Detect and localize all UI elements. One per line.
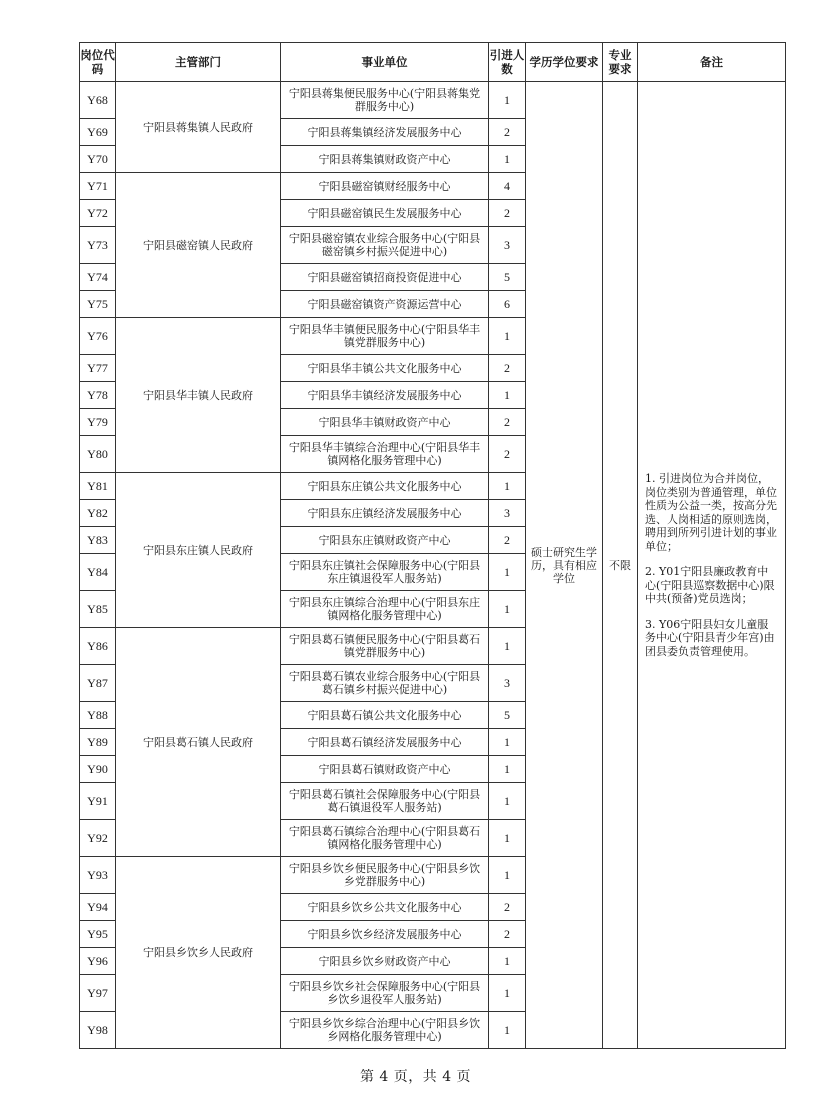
count-cell: 2 xyxy=(489,119,526,146)
count-cell: 1 xyxy=(489,628,526,665)
header-dept: 主管部门 xyxy=(116,43,281,82)
count-cell: 1 xyxy=(489,948,526,975)
unit-cell: 宁阳县葛石镇经济发展服务中心 xyxy=(281,729,489,756)
department-cell: 宁阳县东庄镇人民政府 xyxy=(116,473,281,628)
count-cell: 3 xyxy=(489,665,526,702)
count-cell: 1 xyxy=(489,975,526,1012)
unit-cell: 宁阳县磁窑镇资产资源运营中心 xyxy=(281,291,489,318)
remark-paragraph: 1. 引进岗位为合并岗位，岗位类别为普通管理，单位性质为公益一类，按高分先选、人岗相适的原则选岗，聘用到所列引进计划的事业单位； xyxy=(645,472,777,553)
count-cell: 2 xyxy=(489,355,526,382)
department-cell: 宁阳县磁窑镇人民政府 xyxy=(116,173,281,318)
unit-cell: 宁阳县磁窑镇招商投资促进中心 xyxy=(281,264,489,291)
unit-cell: 宁阳县葛石镇便民服务中心(宁阳县葛石镇党群服务中心) xyxy=(281,628,489,665)
page-footer: 第 4 页，共 4 页 xyxy=(359,1069,472,1085)
count-cell: 1 xyxy=(489,729,526,756)
header-major: 专业要求 xyxy=(603,43,638,82)
department-cell: 宁阳县蒋集镇人民政府 xyxy=(116,82,281,173)
department-cell: 宁阳县葛石镇人民政府 xyxy=(116,628,281,857)
count-cell: 3 xyxy=(489,227,526,264)
unit-cell: 宁阳县葛石镇公共文化服务中心 xyxy=(281,702,489,729)
count-cell: 1 xyxy=(489,82,526,119)
post-code: Y82 xyxy=(80,500,116,527)
unit-cell: 宁阳县华丰镇经济发展服务中心 xyxy=(281,382,489,409)
header-edu: 学历学位要求 xyxy=(526,43,603,82)
unit-cell: 宁阳县东庄镇财政资产中心 xyxy=(281,527,489,554)
count-cell: 1 xyxy=(489,318,526,355)
unit-cell: 宁阳县磁窑镇财经服务中心 xyxy=(281,173,489,200)
unit-cell: 宁阳县蒋集镇财政资产中心 xyxy=(281,146,489,173)
post-code: Y88 xyxy=(80,702,116,729)
post-code: Y77 xyxy=(80,355,116,382)
unit-cell: 宁阳县蒋集便民服务中心(宁阳县蒋集党群服务中心) xyxy=(281,82,489,119)
post-code: Y85 xyxy=(80,591,116,628)
count-cell: 1 xyxy=(489,554,526,591)
post-code: Y89 xyxy=(80,729,116,756)
table-header-row xyxy=(80,43,786,82)
post-code: Y70 xyxy=(80,146,116,173)
post-code: Y96 xyxy=(80,948,116,975)
unit-cell: 宁阳县磁窑镇民生发展服务中心 xyxy=(281,200,489,227)
count-cell: 6 xyxy=(489,291,526,318)
remark-paragraph: 3. Y06宁阳县妇女儿童服务中心(宁阳县青少年宫)由团县委负责管理使用。 xyxy=(645,617,775,658)
remarks-cell xyxy=(638,82,786,1049)
post-code: Y79 xyxy=(80,409,116,436)
unit-cell: 宁阳县华丰镇公共文化服务中心 xyxy=(281,355,489,382)
count-cell: 2 xyxy=(489,409,526,436)
count-cell: 4 xyxy=(489,173,526,200)
unit-cell: 宁阳县东庄镇公共文化服务中心 xyxy=(281,473,489,500)
department-cell: 宁阳县华丰镇人民政府 xyxy=(116,318,281,473)
table-body xyxy=(80,82,786,1049)
department-cell: 宁阳县乡饮乡人民政府 xyxy=(116,857,281,1049)
post-code: Y93 xyxy=(80,857,116,894)
unit-cell: 宁阳县乡饮乡便民服务中心(宁阳县乡饮乡党群服务中心) xyxy=(281,857,489,894)
unit-cell: 宁阳县乡饮乡社会保障服务中心(宁阳县乡饮乡退役军人服务站) xyxy=(281,975,489,1012)
post-code: Y94 xyxy=(80,894,116,921)
post-code: Y83 xyxy=(80,527,116,554)
post-code: Y87 xyxy=(80,665,116,702)
post-code: Y95 xyxy=(80,921,116,948)
count-cell: 2 xyxy=(489,894,526,921)
header-count: 引进人数 xyxy=(489,43,526,82)
post-code: Y92 xyxy=(80,820,116,857)
header-unit: 事业单位 xyxy=(281,43,489,82)
remark-paragraph: 2. Y01宁阳县廉政教育中心(宁阳县巡察数据中心)限中共(预备)党员选岗； xyxy=(645,565,775,605)
unit-cell: 宁阳县乡饮乡综合治理中心(宁阳县乡饮乡网格化服务管理中心) xyxy=(281,1012,489,1049)
count-cell: 2 xyxy=(489,200,526,227)
unit-cell: 宁阳县华丰镇便民服务中心(宁阳县华丰镇党群服务中心) xyxy=(281,318,489,355)
table-row xyxy=(80,82,786,119)
post-code: Y90 xyxy=(80,756,116,783)
count-cell: 2 xyxy=(489,527,526,554)
post-code: Y69 xyxy=(80,119,116,146)
post-code: Y72 xyxy=(80,200,116,227)
unit-cell: 宁阳县东庄镇综合治理中心(宁阳县东庄镇网格化服务管理中心) xyxy=(281,591,489,628)
count-cell: 1 xyxy=(489,382,526,409)
count-cell: 5 xyxy=(489,264,526,291)
count-cell: 2 xyxy=(489,921,526,948)
post-code: Y86 xyxy=(80,628,116,665)
post-code: Y81 xyxy=(80,473,116,500)
recruitment-table xyxy=(79,42,786,1049)
unit-cell: 宁阳县葛石镇社会保障服务中心(宁阳县葛石镇退役军人服务站) xyxy=(281,783,489,820)
unit-cell: 宁阳县磁窑镇农业综合服务中心(宁阳县磁窑镇乡村振兴促进中心) xyxy=(281,227,489,264)
header-code: 岗位代码 xyxy=(80,43,116,82)
count-cell: 1 xyxy=(489,857,526,894)
education-requirement: 硕士研究生学历，具有相应学位 xyxy=(526,82,603,1049)
post-code: Y75 xyxy=(80,291,116,318)
post-code: Y74 xyxy=(80,264,116,291)
unit-cell: 宁阳县华丰镇财政资产中心 xyxy=(281,409,489,436)
count-cell: 1 xyxy=(489,1012,526,1049)
post-code: Y91 xyxy=(80,783,116,820)
count-cell: 1 xyxy=(489,591,526,628)
post-code: Y80 xyxy=(80,436,116,473)
unit-cell: 宁阳县乡饮乡财政资产中心 xyxy=(281,948,489,975)
count-cell: 1 xyxy=(489,820,526,857)
count-cell: 1 xyxy=(489,783,526,820)
count-cell: 1 xyxy=(489,146,526,173)
unit-cell: 宁阳县东庄镇社会保障服务中心(宁阳县东庄镇退役军人服务站) xyxy=(281,554,489,591)
major-requirement: 不限 xyxy=(603,82,638,1049)
unit-cell: 宁阳县葛石镇农业综合服务中心(宁阳县葛石镇乡村振兴促进中心) xyxy=(281,665,489,702)
post-code: Y68 xyxy=(80,82,116,119)
count-cell: 2 xyxy=(489,436,526,473)
unit-cell: 宁阳县乡饮乡经济发展服务中心 xyxy=(281,921,489,948)
unit-cell: 宁阳县乡饮乡公共文化服务中心 xyxy=(281,894,489,921)
post-code: Y98 xyxy=(80,1012,116,1049)
unit-cell: 宁阳县东庄镇经济发展服务中心 xyxy=(281,500,489,527)
post-code: Y76 xyxy=(80,318,116,355)
unit-cell: 宁阳县蒋集镇经济发展服务中心 xyxy=(281,119,489,146)
post-code: Y78 xyxy=(80,382,116,409)
count-cell: 1 xyxy=(489,473,526,500)
post-code: Y71 xyxy=(80,173,116,200)
unit-cell: 宁阳县葛石镇综合治理中心(宁阳县葛石镇网格化服务管理中心) xyxy=(281,820,489,857)
count-cell: 3 xyxy=(489,500,526,527)
count-cell: 5 xyxy=(489,702,526,729)
post-code: Y84 xyxy=(80,554,116,591)
unit-cell: 宁阳县葛石镇财政资产中心 xyxy=(281,756,489,783)
unit-cell: 宁阳县华丰镇综合治理中心(宁阳县华丰镇网格化服务管理中心) xyxy=(281,436,489,473)
post-code: Y73 xyxy=(80,227,116,264)
count-cell: 1 xyxy=(489,756,526,783)
post-code: Y97 xyxy=(80,975,116,1012)
header-remark: 备注 xyxy=(638,43,786,82)
